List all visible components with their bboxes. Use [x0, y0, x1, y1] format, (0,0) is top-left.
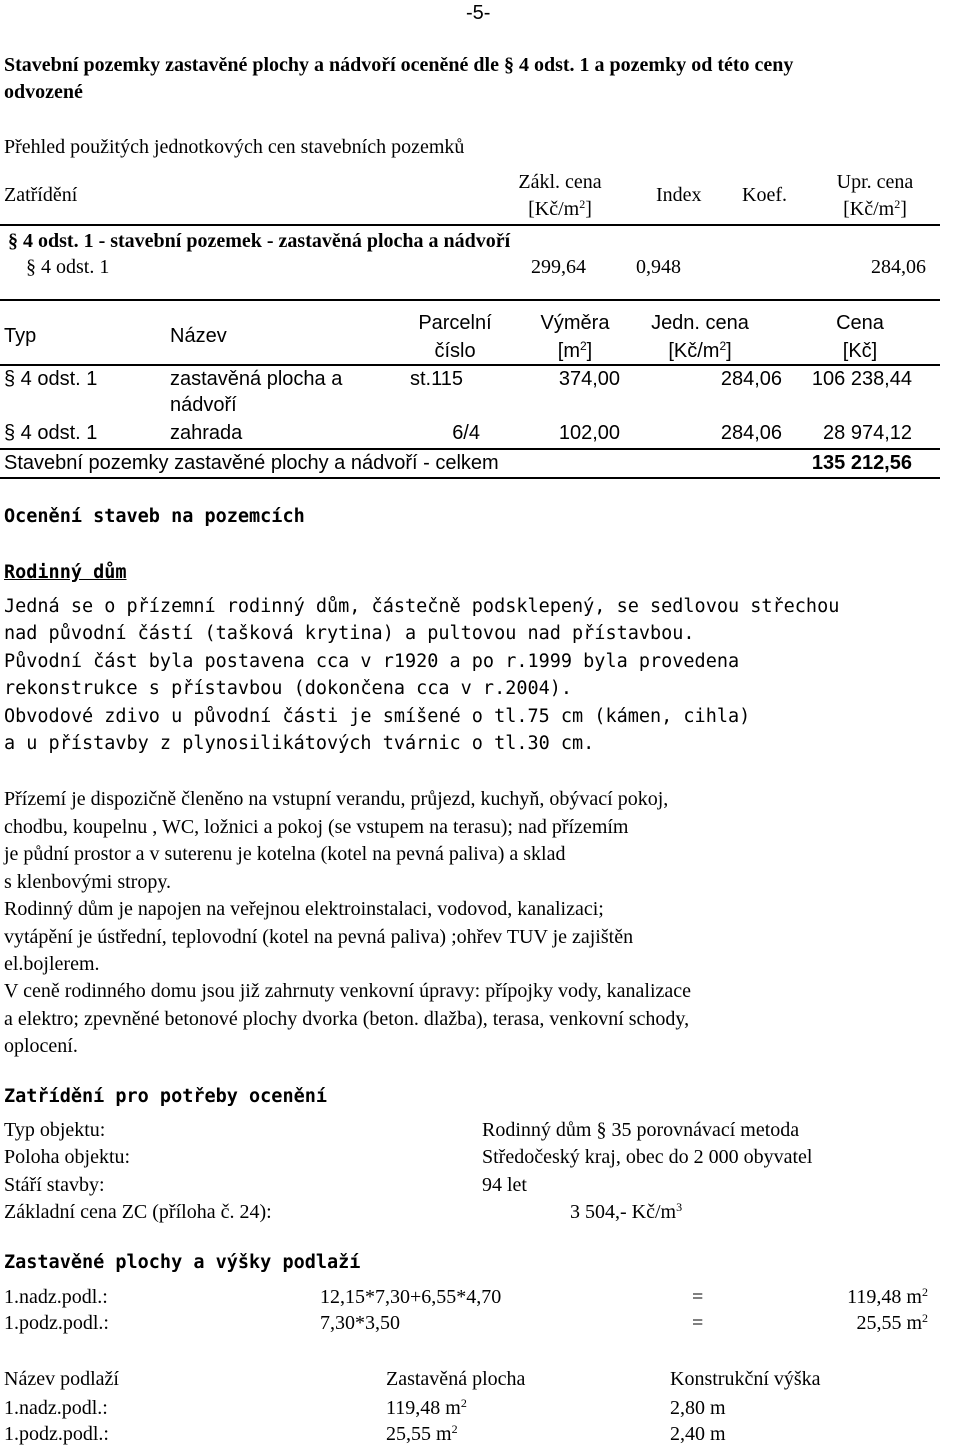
floor-eq: = — [692, 1286, 704, 1308]
floor-table-header-height: Konstrukční výška — [670, 1368, 821, 1390]
table-row-area: 102,00 — [558, 422, 620, 444]
para2-line: Rodinný dům je napojen na veřejnou elektroinstalaci, vodovod, kanalizaci; — [4, 898, 604, 920]
para1-line: Původní část byla postavena cca v r1920 a po r.1999 byla provedena — [4, 651, 740, 672]
floor-table-header-name: Název podlaží — [4, 1368, 119, 1390]
table-row-price: 106 238,44 — [811, 368, 912, 390]
section-title: Stavební pozemky zastavěné plochy a nádvoří oceněné dle § 4 odst. 1 a pozemky od této ceny — [4, 54, 794, 76]
col-unit-price: Jedn. cena — [651, 312, 749, 334]
floor-eq: = — [692, 1312, 704, 1334]
price-row-base: 299,64 — [531, 256, 586, 278]
para2-line: vytápění je ústřední, teplovodní (kotel na pevná paliva) ;ohřev TUV je zajištěn — [4, 926, 634, 948]
overview-title: Přehled použitých jednotkových cen stavebních pozemků — [4, 136, 465, 158]
class-label: Typ objektu: — [4, 1119, 106, 1141]
section2-title: Ocenění staveb na pozemcích — [4, 506, 305, 527]
col-price: Cena — [836, 312, 884, 334]
floor-label: 1.nadz.podl.: — [4, 1286, 108, 1308]
table-row-name: zastavěná plocha a — [170, 368, 343, 390]
para1-line: rekonstrukce s přístavbou (dokončena cca v r.2004). — [4, 678, 573, 699]
price-group-label: § 4 odst. 1 - stavební pozemek - zastavěná plocha a nádvoří — [8, 230, 511, 252]
total-label: Stavební pozemky zastavěné plochy a nádvoří - celkem — [4, 452, 499, 474]
floor-table-header-area: Zastavěná plocha — [386, 1368, 526, 1390]
header-base-price: Zákl. cena — [518, 171, 602, 193]
class-value: 3 504,- $Kč/m^3$ — [570, 1200, 683, 1223]
table-row-name: zahrada — [170, 422, 243, 444]
class-value: Středočeský kraj, obec do 2 000 obyvatel — [482, 1146, 813, 1168]
table-top-line — [0, 299, 940, 301]
floor-table-row-area: 25,55 $m^2$ — [386, 1422, 458, 1445]
para2-line: el.bojlerem. — [4, 953, 100, 975]
price-row-coef: 0,948 — [636, 256, 681, 278]
floor-areas-title: Zastavěné plochy a výšky podlaží — [4, 1252, 361, 1273]
floor-formula: 7,30*3,50 — [320, 1312, 400, 1334]
para2-line: V ceně rodinného domu jsou již zahrnuty venkovní úpravy: přípojky vody, kanalizace — [4, 980, 692, 1002]
price-row-adjusted: 284,06 — [871, 256, 926, 278]
floor-value: 119,48 $m^2$ — [847, 1285, 928, 1308]
col-area: Výměra — [540, 312, 610, 334]
para1-line: a u přístavby z plynosilikátových tvárnic o tl.30 cm. — [4, 733, 595, 754]
class-value: Rodinný dům § 35 porovnávací metoda — [482, 1119, 800, 1141]
floor-table-row-height: 2,80 m — [670, 1397, 726, 1419]
header-index: Index — [656, 184, 702, 206]
floor-table-row-name: 1.podz.podl.: — [4, 1423, 109, 1445]
table-row-type: § 4 odst. 1 — [4, 422, 98, 444]
para2-line: a elektro; zpevněné betonové plochy dvorka (beton. dlažba), terasa, venkovní schody, — [4, 1008, 690, 1030]
table-row-parcel: 6/4 — [452, 422, 480, 444]
floor-value: 25,55 $m^2$ — [856, 1311, 928, 1334]
price-row-category: § 4 odst. 1 — [26, 256, 110, 278]
para1-line: Obvodové zdivo u původní části je smíšené o tl.75 cm (kámen, cihla) — [4, 706, 751, 727]
class-label: Poloha objektu: — [4, 1146, 131, 1168]
para2-line: je půdní prostor a v suterenu je kotelna (kotel na pevná paliva) a sklad — [4, 843, 566, 865]
total-value: 135 212,56 — [811, 452, 912, 474]
para1-line: nad původní částí (tašková krytina) a pultovou nad přístavbou. — [4, 623, 695, 644]
floor-table-row-area: 119,48 $m^2$ — [386, 1396, 467, 1419]
table-row-unit-price: 284,06 — [720, 422, 782, 444]
table-header-line — [0, 364, 940, 366]
header-adjusted-price-unit: $[Kč/m^2]$ — [843, 197, 907, 220]
header-adjusted-price: Upr. cena — [836, 171, 914, 193]
table-row-name-2: nádvoří — [170, 394, 237, 416]
table-row-price: 28 974,12 — [823, 422, 912, 444]
floor-label: 1.podz.podl.: — [4, 1312, 109, 1334]
page-number: -5- — [466, 2, 491, 24]
house-subtitle: Rodinný dům — [4, 562, 127, 583]
header-category: Zatřídění — [4, 184, 78, 206]
para2-line: oplocení. — [4, 1035, 78, 1057]
col-price-unit: [Kč] — [842, 340, 878, 362]
col-name: Název — [170, 325, 227, 347]
header-coef: Koef. — [742, 184, 787, 206]
para2-line: chodbu, koupelnu , WC, ložnici a pokoj (se vstupem na terasu); nad přízemím — [4, 816, 629, 838]
floor-table-row-name: 1.nadz.podl.: — [4, 1397, 108, 1419]
col-unit-price-unit: $[Kč/m^2]$ — [668, 339, 732, 362]
floor-formula: 12,15*7,30+6,55*4,70 — [320, 1286, 502, 1308]
col-type: Typ — [4, 325, 37, 347]
class-value: 94 let — [482, 1174, 527, 1196]
classification-title: Zatřídění pro potřeby ocenění — [4, 1086, 328, 1107]
table-row-type: § 4 odst. 1 — [4, 368, 98, 390]
table-total-line — [0, 448, 940, 450]
col-parcel: Parcelní — [418, 312, 492, 334]
table-bottom-line — [0, 477, 940, 479]
table-row-parcel: st.115 — [410, 368, 463, 390]
floor-table-row-height: 2,40 m — [670, 1423, 726, 1445]
col-parcel-2: číslo — [434, 340, 476, 362]
table-row-area: 374,00 — [558, 368, 620, 390]
section-title-cont: odvozené — [4, 81, 83, 103]
para1-line: Jedná se o přízemní rodinný dům, částečně podsklepený, se sedlovou střechou — [4, 596, 840, 617]
para2-line: s klenbovými stropy. — [4, 871, 172, 893]
class-label: Stáří stavby: — [4, 1174, 105, 1196]
para2-line: Přízemí je dispozičně členěno na vstupní verandu, průjezd, kuchyň, obývací pokoj, — [4, 788, 669, 810]
col-area-unit: $[m^2]$ — [557, 339, 593, 362]
class-label: Základní cena ZC (příloha č. 24): — [4, 1201, 272, 1223]
header-base-price-unit: $[Kč/m^2]$ — [528, 197, 592, 220]
table-divider — [0, 224, 940, 226]
table-row-unit-price: 284,06 — [720, 368, 782, 390]
